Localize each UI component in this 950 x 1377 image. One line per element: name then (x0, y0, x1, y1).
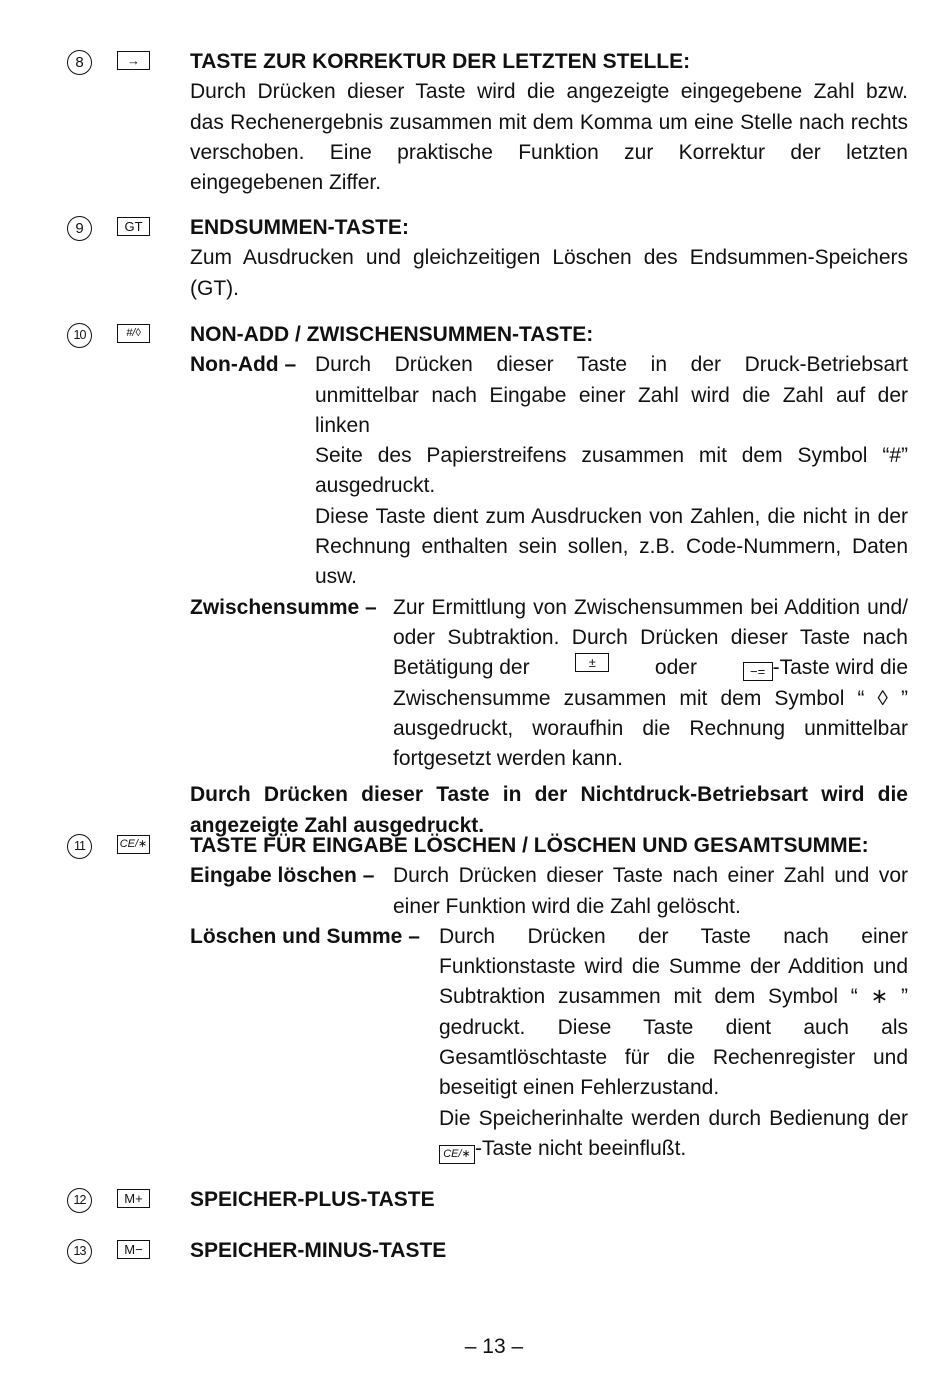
text-line: unmittelbar nach Eingabe einer Zahl wird die Zahl auf der linken (315, 383, 908, 437)
text-line (393, 653, 908, 683)
section-12-body (190, 1185, 908, 1215)
loeschen-summe-entry (190, 922, 908, 1164)
memory-minus-key-icon: M− (117, 1240, 150, 1259)
gt-key-icon: GT (117, 217, 150, 236)
text-fragment: oder (654, 656, 697, 680)
loeschen-summe-text (439, 922, 908, 1164)
eingabe-loeschen-text (393, 861, 908, 922)
ce-key-icon: CE/∗ (439, 1145, 475, 1164)
text-line: beseitigt einen Fehlerzustand. (439, 1076, 720, 1100)
text-line (439, 1134, 908, 1164)
text-line: Gesamtlöschtaste für die Rechenregister und (439, 1046, 908, 1070)
text-line: Durch Drücken dieser Taste wird die angezeigte eingegebene Zahl bzw. (190, 80, 908, 104)
loeschen-summe-label: Löschen und Summe – (190, 924, 420, 948)
text-line: Diese Taste dient zum Ausdrucken von Zahlen, die nicht in der (315, 504, 908, 528)
zwischensumme-label: Zwischensumme – (190, 595, 377, 619)
ce-key-icon: CE/∗ (117, 835, 150, 854)
section-title: ENDSUMMEN-TASTE: (190, 216, 409, 239)
text-line: Rechnung enthalten sein sollen, z.B. Code-Nummern, Daten (315, 535, 908, 559)
section-title: TASTE ZUR KORREKTUR DER LETZTEN STELLE: (190, 50, 691, 73)
section-8-body (190, 47, 908, 198)
text-line: Zwischensumme zusammen mit dem Symbol “ ◊ ” (393, 686, 908, 710)
text-line: einer Funktion wird die Zahl gelöscht. (393, 894, 741, 918)
text-fragment (743, 653, 908, 683)
section-title: TASTE FÜR EINGABE LÖSCHEN / LÖSCHEN UND GESAMTSUMME: (190, 834, 869, 857)
non-add-text (315, 350, 908, 592)
plus-minus-key-icon: ± (575, 653, 609, 672)
section-title: SPEICHER-PLUS-TASTE (190, 1188, 435, 1211)
text-fragment: -Taste wird die (772, 656, 908, 680)
section-10-body (190, 320, 908, 841)
text-line: ausgedruckt. (315, 474, 436, 498)
section-title: SPEICHER-MINUS-TASTE (190, 1239, 447, 1262)
item-number-12: 12 (67, 1188, 92, 1213)
non-add-entry (190, 350, 908, 592)
non-add-label: Non-Add – (190, 353, 297, 377)
item-number-11: 11 (67, 834, 92, 859)
item-number-10: 10 (67, 323, 92, 348)
text-fragment: Betätigung der (393, 656, 530, 680)
text-line: Durch Drücken dieser Taste in der Druck-Betriebsart (315, 353, 908, 377)
text-line: Zur Ermittlung von Zwischensummen bei Addition und/ (393, 595, 908, 619)
item-number-9: 9 (67, 216, 92, 241)
text-line: Seite des Papierstreifens zusammen mit dem Symbol “#” (315, 444, 908, 468)
text-line: Subtraktion zusammen mit dem Symbol “ ∗ ” (439, 985, 908, 1009)
text-line: gedruckt. Diese Taste dient auch als (439, 1015, 908, 1039)
text-line: Durch Drücken dieser Taste in der Nichtdruck-Betriebsart wird die (190, 783, 908, 807)
text-line: (GT). (190, 276, 239, 300)
item-number-8: 8 (67, 50, 92, 75)
minus-equals-key-icon: −= (743, 662, 773, 681)
text-line: fortgesetzt werden kann. (393, 747, 623, 771)
text-line: ausgedruckt, woraufhin die Rechnung unmittelbar (393, 716, 908, 740)
memory-plus-key-icon: M+ (117, 1189, 150, 1208)
text-line: angezeigte Zahl ausgedruckt. (190, 813, 485, 837)
text-line: usw. (315, 565, 358, 589)
text-line: verschoben. Eine praktische Funktion zur Korrektur der letzten (190, 140, 908, 164)
text-line: Funktionstaste wird die Summe der Addition und (439, 955, 908, 979)
non-add-key-icon: #/◊ (117, 324, 150, 343)
eingabe-loeschen-entry (190, 861, 908, 922)
section-11-body (190, 831, 908, 1164)
section-13-body (190, 1236, 908, 1266)
text-line: eingegebenen Ziffer. (190, 171, 382, 195)
arrow-key-icon: → (117, 51, 150, 70)
section-title: NON-ADD / ZWISCHENSUMMEN-TASTE: (190, 323, 594, 346)
zwischensumme-entry (190, 593, 908, 775)
eingabe-loeschen-label: Eingabe löschen – (190, 864, 375, 888)
text-line: das Rechenergebnis zusammen mit dem Komma um eine Stelle nach rechts (190, 110, 908, 134)
page-number: – 13 – (464, 1335, 524, 1358)
text-fragment: -Taste nicht beeinflußt. (475, 1136, 687, 1160)
text-line: Zum Ausdrucken und gleichzeitigen Löschen des Endsummen-Speichers (190, 246, 908, 270)
text-line: Durch Drücken dieser Taste nach einer Zahl und vor (393, 864, 908, 888)
text-line: Durch Drücken der Taste nach einer (439, 924, 908, 948)
item-number-13: 13 (67, 1239, 92, 1264)
text-line: Die Speicherinhalte werden durch Bedienung der (439, 1106, 908, 1130)
text-line: oder Subtraktion. Durch Drücken dieser Taste nach (393, 625, 908, 649)
zwischensumme-text (393, 593, 908, 775)
section-9-body (190, 213, 908, 304)
